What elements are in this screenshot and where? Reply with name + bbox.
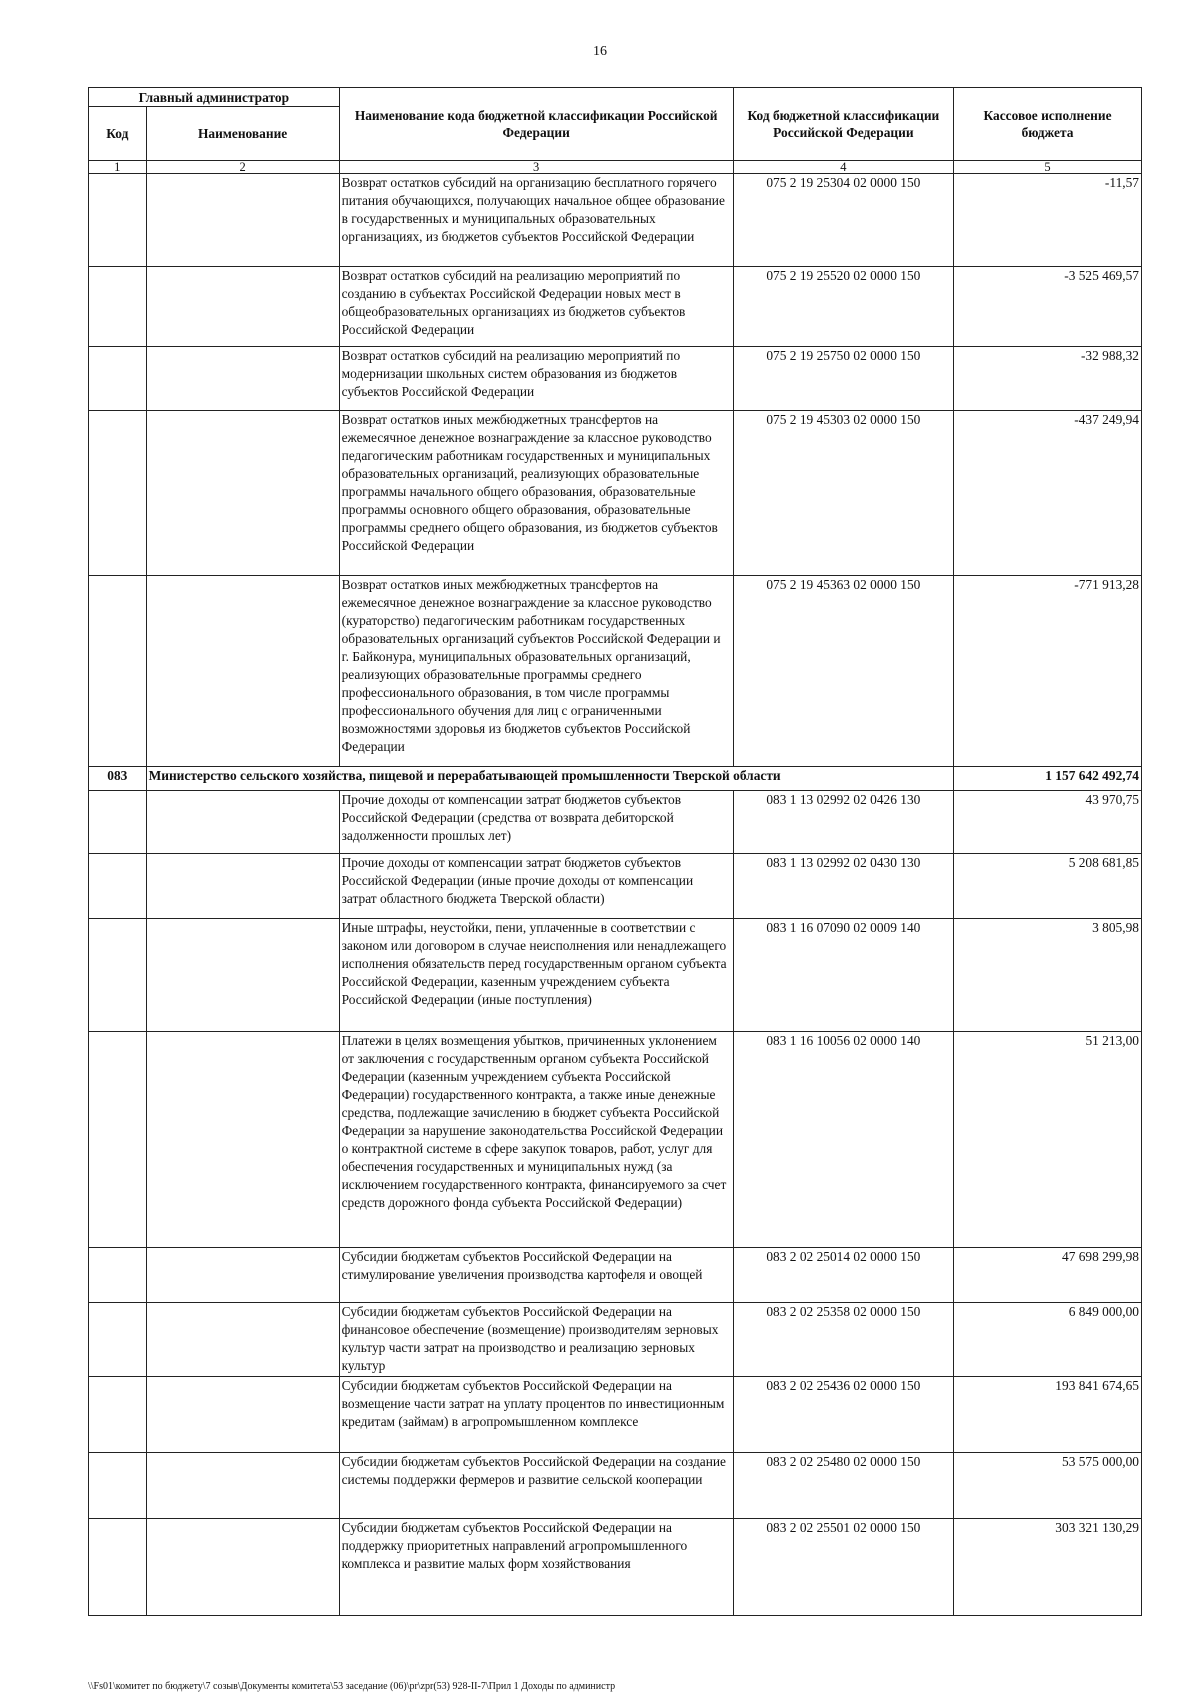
code-header: Код [89, 107, 147, 161]
table-row [89, 1519, 1142, 1616]
kbk-code: 083 2 02 25436 02 0000 150 [733, 1377, 953, 1453]
kbk-code: 083 2 02 25480 02 0000 150 [733, 1453, 953, 1519]
kbk-description: Субсидии бюджетам субъектов Российской Федерации на создание системы поддержки фермеров и развитие сельской кооперации [339, 1453, 733, 1519]
kbk-code: 083 1 16 07090 02 0009 140 [733, 919, 953, 1032]
table-row [89, 347, 1142, 411]
execution-sum: 53 575 000,00 [954, 1453, 1142, 1519]
table-row [89, 919, 1142, 1032]
kbk-description: Прочие доходы от компенсации затрат бюджетов субъектов Российской Федерации (средства от возврата дебиторской задолженности прошлых лет) [339, 791, 733, 854]
kbk-description: Субсидии бюджетам субъектов Российской Федерации на финансовое обеспечение (возмещение) производителям зерновых культур части затрат на производство и реализацию зерновых культур [339, 1303, 733, 1377]
table-row [89, 854, 1142, 919]
table-row [89, 411, 1142, 576]
kbk-description: Прочие доходы от компенсации затрат бюджетов субъектов Российской Федерации (иные прочие доходы от компенсации затрат областного бюджета Тверской области) [339, 854, 733, 919]
kbk-code: 083 2 02 25014 02 0000 150 [733, 1248, 953, 1303]
table-row [89, 1453, 1142, 1519]
admin-name: Министерство сельского хозяйства, пищевой и перерабатывающей промышленности Тверской области [146, 767, 953, 791]
table-row [89, 267, 1142, 347]
kbk-code: 083 2 02 25501 02 0000 150 [733, 1519, 953, 1616]
kbk-description: Возврат остатков субсидий на реализацию мероприятий по созданию в субъектах Российской Федерации новых мест в общеобразовательных организациях из бюджетов субъектов Российской Федерации [339, 267, 733, 347]
kbk-description: Субсидии бюджетам субъектов Российской Федерации на стимулирование увеличения производства картофеля и овощей [339, 1248, 733, 1303]
execution-sum: -437 249,94 [954, 411, 1142, 576]
table-row [89, 174, 1142, 267]
admin-sum: 1 157 642 492,74 [954, 767, 1142, 791]
kbk-code: 083 1 13 02992 02 0426 130 [733, 791, 953, 854]
admin-row [89, 767, 1142, 791]
kbk-code: 083 1 13 02992 02 0430 130 [733, 854, 953, 919]
footer-file-path: \\Fs01\комитет по бюджету\7 созыв\Документы комитета\53 заседание (06)\pr\zpr(53) 928-II-7\Прил 1 Доходы по администр [88, 1681, 616, 1692]
execution-sum: 47 698 299,98 [954, 1248, 1142, 1303]
budget-table [88, 87, 1142, 1616]
execution-sum: 3 805,98 [954, 919, 1142, 1032]
execution-sum: -3 525 469,57 [954, 267, 1142, 347]
column-number: 3 [339, 161, 733, 174]
table-row [89, 791, 1142, 854]
execution-sum: -32 988,32 [954, 347, 1142, 411]
kbk-description: Возврат остатков субсидий на организацию бесплатного горячего питания обучающихся, получающих начальное общее образование в государственных и муниципальных образовательных организациях, из бюджетов субъектов Российской Федерации [339, 174, 733, 267]
kbk-description: Иные штрафы, неустойки, пени, уплаченные в соответствии с законом или договором в случае неисполнения или ненадлежащего исполнения обязательств перед государственным органом субъекта Российской Федерации, казенным учреждением субъекта Российской Федерации (иные поступления) [339, 919, 733, 1032]
table-row [89, 1032, 1142, 1248]
kbk-code: 075 2 19 25304 02 0000 150 [733, 174, 953, 267]
execution-header: Кассовое исполнение бюджета [954, 88, 1142, 161]
kbk-code: 075 2 19 45303 02 0000 150 [733, 411, 953, 576]
kbk-description: Возврат остатков субсидий на реализацию мероприятий по модернизации школьных систем образования из бюджетов субъектов Российской Федерации [339, 347, 733, 411]
execution-sum: 193 841 674,65 [954, 1377, 1142, 1453]
kbk-description: Платежи в целях возмещения убытков, причиненных уклонением от заключения с государственным органом субъекта Российской Федерации (казенным учреждением субъекта Российской Федерации) государственного контракта, а также иные денежные средства, подлежащие зачислению в бюджет субъекта Российской Федерации за нарушение законодательства Российской Федерации о контрактной системе в сфере закупок товаров, работ, услуг для обеспечения государственных и муниципальных нужд (за исключением государственного контракта, финансируемого за счет средств дорожного фонда субъекта Российской Федерации) [339, 1032, 733, 1248]
table-row [89, 1303, 1142, 1377]
kbk-name-header: Наименование кода бюджетной классификации Российской Федерации [339, 88, 733, 161]
kbk-code: 075 2 19 25750 02 0000 150 [733, 347, 953, 411]
kbk-description: Субсидии бюджетам субъектов Российской Федерации на возмещение части затрат на уплату процентов по инвестиционным кредитам (займам) в агропромышленном комплексе [339, 1377, 733, 1453]
execution-sum: 43 970,75 [954, 791, 1142, 854]
execution-sum: 6 849 000,00 [954, 1303, 1142, 1377]
execution-sum: -771 913,28 [954, 576, 1142, 767]
execution-sum: 5 208 681,85 [954, 854, 1142, 919]
admin-code: 083 [89, 767, 147, 791]
column-number: 4 [733, 161, 953, 174]
kbk-code: 083 2 02 25358 02 0000 150 [733, 1303, 953, 1377]
kbk-code: 083 1 16 10056 02 0000 140 [733, 1032, 953, 1248]
column-number: 5 [954, 161, 1142, 174]
page-number: 16 [593, 44, 607, 59]
table-row [89, 1248, 1142, 1303]
kbk-code: 075 2 19 45363 02 0000 150 [733, 576, 953, 767]
table-row [89, 576, 1142, 767]
kbk-description: Возврат остатков иных межбюджетных трансфертов на ежемесячное денежное вознаграждение за классное руководство (кураторство) педагогическим работникам государственных образовательных организаций субъектов Российской Федерации и г. Байконура, муниципальных образовательных организаций, реализующих образовательные программы среднего профессионального образования, в том числе программы профессионального обучения для лиц с ограниченными возможностями здоровья из бюджетов субъектов Российской Федерации [339, 576, 733, 767]
kbk-description: Субсидии бюджетам субъектов Российской Федерации на поддержку приоритетных направлений агропромышленного комплекса и развитие малых форм хозяйствования [339, 1519, 733, 1616]
name-header: Наименование [146, 107, 339, 161]
table-row [89, 1377, 1142, 1453]
column-number: 1 [89, 161, 147, 174]
execution-sum: -11,57 [954, 174, 1142, 267]
execution-sum: 303 321 130,29 [954, 1519, 1142, 1616]
kbk-description: Возврат остатков иных межбюджетных трансфертов на ежемесячное денежное вознаграждение за классное руководство педагогическим работникам государственных и муниципальных образовательных организаций, реализующих образовательные программы начального общего образования, образовательные программы основного общего образования, образовательные программы среднего общего образования, из бюджетов субъектов Российской Федерации [339, 411, 733, 576]
column-number: 2 [146, 161, 339, 174]
kbk-code-header: Код бюджетной классификации Российской Федерации [733, 88, 953, 161]
kbk-code: 075 2 19 25520 02 0000 150 [733, 267, 953, 347]
execution-sum: 51 213,00 [954, 1032, 1142, 1248]
main-admin-header: Главный администратор [89, 88, 340, 107]
